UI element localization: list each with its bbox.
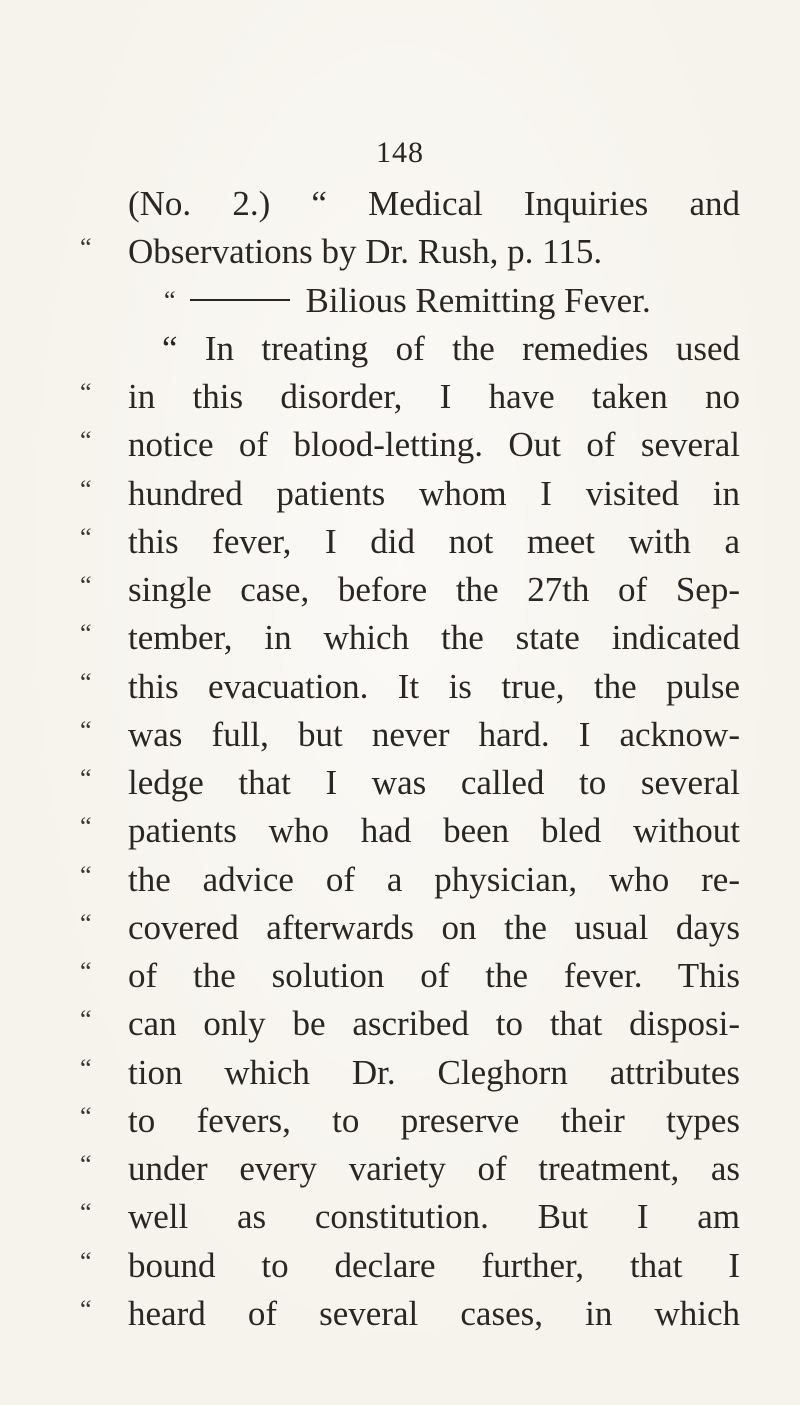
line-text: was full, but never hard. I acknow-	[128, 714, 740, 754]
text-line	[80, 470, 740, 518]
quote-mark: “	[80, 764, 92, 793]
line-text: “ In treating of the remedies used	[162, 328, 740, 368]
page-number: 148	[376, 136, 424, 169]
line-text: Observations by Dr. Rush, p. 115.	[128, 232, 603, 272]
text-line	[80, 180, 740, 228]
line-text-content: Bilious Remitting Fever.	[305, 280, 651, 320]
text-line	[80, 904, 740, 952]
quote-mark: “	[80, 667, 92, 697]
text-line	[80, 277, 740, 325]
text-line	[80, 325, 740, 373]
text-line	[80, 1097, 740, 1145]
text-line	[80, 1049, 740, 1097]
text-line	[80, 952, 740, 1000]
line-text: heard of several cases, in which	[128, 1293, 740, 1333]
text-line	[80, 518, 740, 566]
text-line	[80, 1145, 740, 1193]
line-text: this evacuation. It is true, the pulse	[128, 666, 740, 706]
text-line	[80, 856, 740, 904]
text-line	[80, 711, 740, 759]
quote-mark: “	[80, 233, 92, 263]
quote-mark: “	[80, 426, 92, 456]
line-text	[164, 277, 740, 325]
quote-mark: “	[80, 378, 92, 407]
text-line	[80, 1193, 740, 1241]
text-line	[80, 421, 740, 469]
body-text	[80, 180, 740, 1338]
quote-mark: “	[80, 1150, 92, 1179]
line-text: tember, in which the state indicated	[128, 618, 740, 658]
text-line	[80, 759, 740, 807]
line-text: of the solution of the fever. This	[128, 956, 740, 995]
quote-mark: “	[80, 522, 92, 552]
quote-mark: “	[80, 1005, 92, 1035]
line-text: in this disorder, I have taken no	[128, 377, 740, 416]
text-line	[80, 373, 740, 421]
line-text: patients who had been bled without	[128, 811, 740, 851]
line-text: tion which Dr. Cleghorn attributes	[128, 1052, 740, 1092]
text-line	[80, 1000, 740, 1048]
quote-mark: “	[80, 619, 92, 649]
quote-mark: “	[164, 285, 176, 315]
text-line	[80, 614, 740, 662]
line-text: well as constitution. But I am	[128, 1197, 740, 1237]
line-text: covered afterwards on the usual days	[128, 907, 740, 947]
line-text: to fevers, to preserve their types	[128, 1100, 740, 1140]
line-text: can only be ascribed to that disposi-	[128, 1004, 740, 1044]
line-text: (No. 2.) “ Medical Inquiries and	[128, 184, 740, 223]
quote-mark: “	[80, 812, 92, 842]
text-line	[80, 228, 740, 276]
line-text: this fever, I did not meet with a	[128, 521, 740, 561]
line-text: bound to declare further, that I	[128, 1245, 740, 1285]
line-text: single case, before the 27th of Sep-	[128, 570, 740, 609]
text-line	[80, 1242, 740, 1290]
quote-mark: “	[80, 571, 92, 600]
ditto-dash	[190, 299, 290, 301]
text-line	[80, 566, 740, 614]
quote-mark: “	[80, 474, 92, 504]
line-text: ledge that I was called to several	[128, 763, 740, 802]
text-line	[80, 807, 740, 855]
quote-mark: “	[80, 1101, 92, 1131]
quote-mark: “	[80, 1246, 92, 1276]
quote-mark: “	[80, 1294, 92, 1324]
quote-mark: “	[80, 1198, 92, 1228]
quote-mark: “	[80, 1053, 92, 1083]
quote-mark: “	[80, 715, 92, 745]
quote-mark: “	[80, 860, 92, 890]
quote-mark: “	[80, 908, 92, 938]
text-line	[80, 663, 740, 711]
line-text: the advice of a physician, who re-	[128, 859, 740, 899]
text-line	[80, 1290, 740, 1338]
quote-mark: “	[80, 957, 92, 986]
line-text: notice of blood-letting. Out of several	[128, 425, 740, 465]
line-text: hundred patients whom I visited in	[128, 473, 740, 513]
line-text: under every variety of treatment, as	[128, 1149, 740, 1188]
